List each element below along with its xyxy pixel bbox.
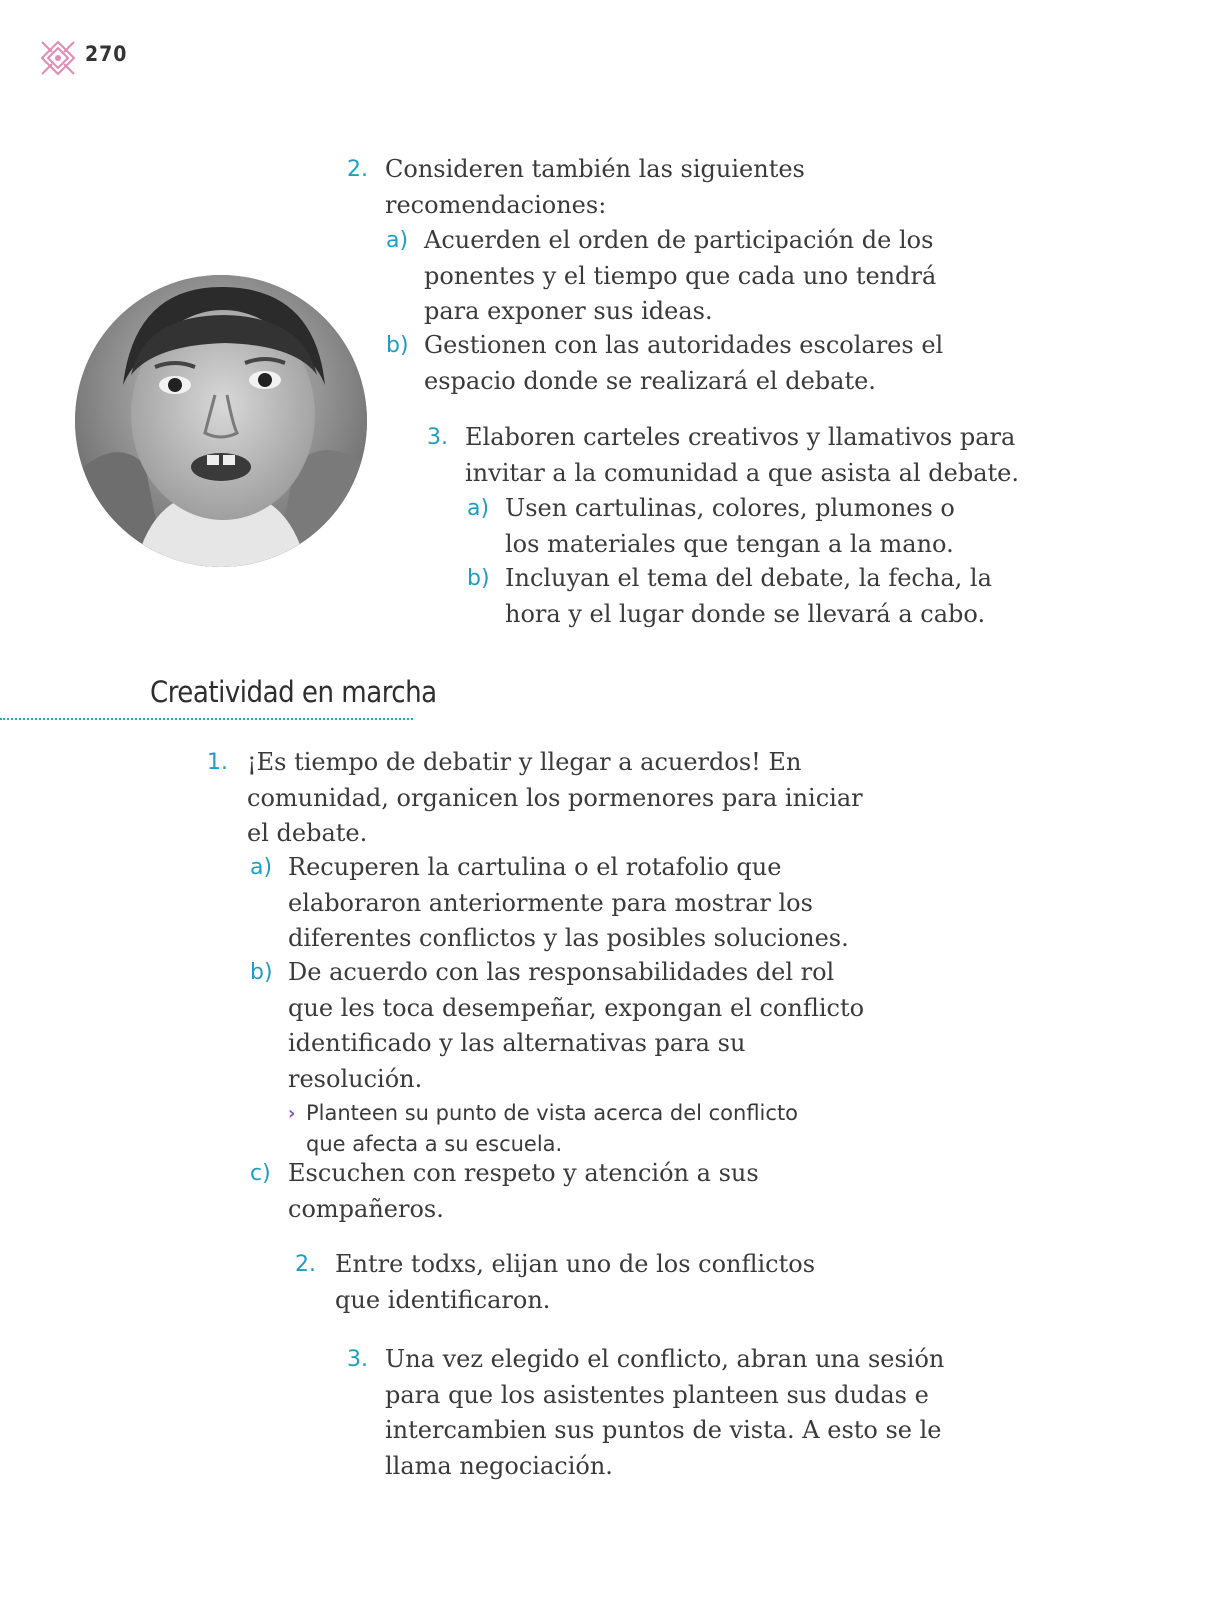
item-text: Gestionen con las autoridades escolares el espacio donde se realizará el debate.	[424, 331, 944, 395]
item-text: Escuchen con respeto y atención a sus compañeros.	[288, 1159, 759, 1223]
section-item-1-bullet	[288, 1098, 848, 1160]
page-number: 270	[85, 42, 128, 66]
item-number: 2.	[295, 1252, 316, 1277]
item-number: 1.	[207, 750, 228, 775]
item-text: Incluyan el tema del debate, la fecha, la hora y el lugar donde se llevará a cabo.	[505, 564, 992, 628]
section-title: Creatividad en marcha	[150, 675, 437, 709]
section-divider	[0, 718, 413, 720]
item-number: 3.	[347, 1347, 368, 1372]
item-letter: b)	[250, 960, 273, 985]
top-item-3	[427, 420, 1037, 491]
item-letter: c)	[250, 1161, 271, 1186]
student-photo	[75, 275, 367, 567]
top-item-3-sub-a	[467, 491, 1027, 562]
section-item-1-sub-b	[250, 955, 890, 1097]
diamond-ornament-icon	[40, 40, 76, 76]
bullet-chevron-icon: ›	[288, 1103, 296, 1124]
item-text: ¡Es tiempo de debatir y llegar a acuerdos! En comunidad, organicen los pormenores para iniciar el debate.	[247, 748, 863, 847]
section-item-3	[347, 1342, 967, 1484]
top-item-2-sub-b	[386, 328, 966, 399]
item-text: Consideren también las siguientes recomendaciones:	[385, 155, 805, 219]
top-item-3-sub-b	[467, 561, 1027, 632]
item-letter: a)	[467, 496, 490, 521]
item-letter: b)	[467, 566, 490, 591]
item-text: Recuperen la cartulina o el rotafolio que elaboraron anteriormente para mostrar los diferentes conflictos y las posibles soluciones.	[288, 853, 849, 952]
item-text: Una vez elegido el conflicto, abran una sesión para que los asistentes planteen sus dudas e intercambien sus puntos de vista. A esto se le llama negociación.	[385, 1345, 945, 1480]
top-item-2	[347, 152, 847, 223]
item-letter: b)	[386, 333, 409, 358]
bullet-text: Planteen su punto de vista acerca del conflicto que afecta a su escuela.	[306, 1101, 799, 1156]
item-number: 3.	[427, 425, 448, 450]
section-item-1	[207, 745, 887, 852]
student-portrait-image	[75, 275, 367, 567]
section-item-1-sub-a	[250, 850, 890, 957]
section-item-1-sub-c	[250, 1156, 890, 1227]
section-item-2	[295, 1247, 855, 1318]
top-item-2-sub-a	[386, 223, 966, 330]
item-letter: a)	[250, 855, 273, 880]
item-text: Acuerden el orden de participación de los ponentes y el tiempo que cada uno tendrá para exponer sus ideas.	[424, 226, 937, 325]
item-text: Usen cartulinas, colores, plumones o los materiales que tengan a la mano.	[505, 494, 955, 558]
item-text: Entre todxs, elijan uno de los conflictos que identificaron.	[335, 1250, 816, 1314]
item-text: De acuerdo con las responsabilidades del rol que les toca desempeñar, expongan el conflicto identificado y las alternativas para su resolución.	[288, 958, 865, 1093]
item-text: Elaboren carteles creativos y llamativos para invitar a la comunidad a que asista al debate.	[465, 423, 1019, 487]
item-number: 2.	[347, 157, 368, 182]
item-letter: a)	[386, 228, 409, 253]
